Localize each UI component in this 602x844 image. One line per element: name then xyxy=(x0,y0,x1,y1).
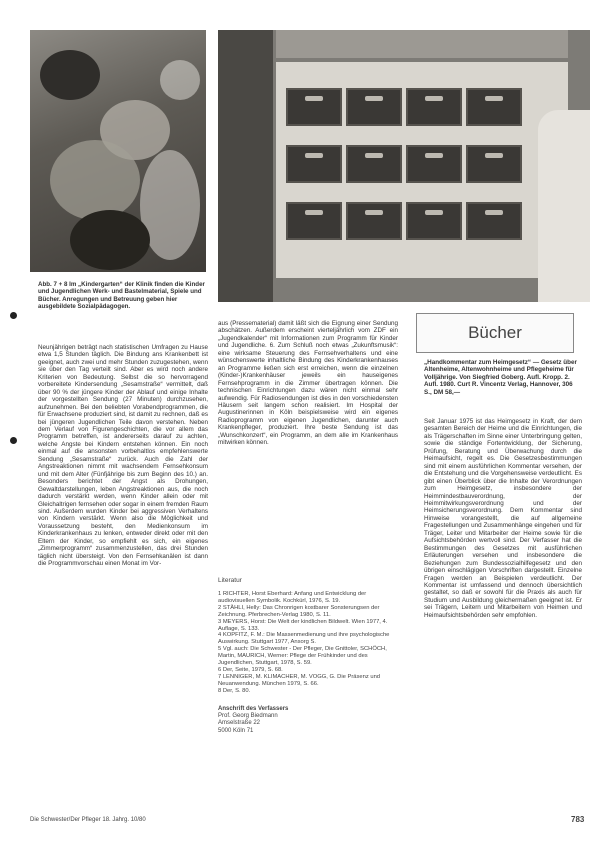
address-line: Amselstraße 22 xyxy=(218,720,261,727)
figure-caption: Abb. 7 + 8 Im „Kindergarten“ der Klinik finden die Kinder und Jugendlichen Werk- und Bastelmaterial, Spiele und Bücher. Anregungen und Betreuung geben hier ausgebildete Sozialpädagogen. xyxy=(38,281,205,311)
book-review-body xyxy=(424,418,582,619)
book-review-text: Seit Januar 1975 ist das Heimgesetz in Kraft, der dem gesamten Bereich der Heime und die Einrichtungen, die als Trägerschaften im Sinne einer Unterbringung gelten, sowie die ständige Fortentwicklung, der Sicherung, Prüfung, Beratung und Überwachung durch die Heimaufsicht, regelt es. Die Gesetzesbestimmungen sind mit einem ausführlichen Kommentar versehen, der die Entstehung und die Vorgehensweise verdeutlicht. Es gibt einen Überblick über die Inhalte der Verordnungen zum Heimgesetz, insbesondere der Heimmindestbauverordnung, der Heimmitwirkungsverordnung und der Heimsicherungsverordnung. Dem Kommentar sind Hinweise vorangestellt, die auf allgemeine Fragestellungen und Zusammenhänge eingehen und für Träger, Leiter und Mitarbeiter der Heime sowie für die Aufsichtsbehörden wertvoll sind. Der Verfasser hat die Bestimmungen des Gesetzes mit ausführlichen Erläuterungen versehen und insbesondere die Beziehungen zum Bundessozialhilfegesetz und den übrigen einschlägigen Vorschriften dargestellt. Einzelne Fragen werden an Beispielen verdeutlicht. Der Kommentar ist umfassend und dennoch übersichtlich gestaltet, so daß er sowohl für die Praxis als auch für Studium und Ausbildung gleichermaßen geeignet ist. Er sei Trägern, Leitern und Mitarbeitern von Heimen und Heimaufsichtsbehörden sehr empfohlen. xyxy=(424,418,582,619)
book-review-heading: „Handkommentar zum Heimgesetz“ — Gesetz über Altenheime, Altenwohnheime und Pflegeheime für Volljährige. Von Siegfried Goberg. Aufl. Kropp. 2. Aufl. 1980. Curt R. Vincentz Verlag, Hannover, 306 S., DM 58,— xyxy=(424,359,577,396)
page-footer: Die Schwester/Der Pfleger 18. Jahrg. 10/80 xyxy=(30,817,146,823)
column-2-text: aus (Pressematerial) damit läßt sich die Eignung einer Sendung abschätzen. Außerdem erscheint vierteljährlich vom ZDF ein „Jugendkalender“ mit Informationen zum Programm für Kinder und Jugendliche. 6. Zum Schluß noch etwas „Zukunftsmusik“: eine wirksame Steuerung des Fernsehverhaltens und eine wünschenswerte inhaltliche Bindung des Kinderkrankenhauses an Programme ließen sich erst erreichen, wenn die einzelnen (Kinder-)Krankenhäuser jeweils ein hauseigenes Fernsehprogramm in die Zimmer übertragen können. Die technischen Einrichtungen dazu wären nicht einmal sehr aufwendig. Für Radiosendungen ist dies in den vorschiedensten Häusern seit langem schon realisiert. Im Hospital der Augustinerinnen in Köln beispielsweise wird ein eigenes Radioprogramm von eigenen Jugendlichen, darunter auch Krankenpfleger, produziert. Ihre beste Sendung ist das „Wunschkonzert“, ein Programm, an dem alle im Krankenhaus mitwirken können. xyxy=(218,320,398,447)
punch-hole xyxy=(10,312,17,319)
literature-item: 7 LENNIGER, M. KLIMACHER, M. VOGG, G. Die Präsenz und Neuanwendung. München 1979, S. 66. xyxy=(218,673,381,687)
photo-children-playroom xyxy=(30,30,206,272)
literature-item: 5 Vgl. auch: Die Schwester - Der Pfleger, Die Gnittoler, SCHÖCH, Martin, MAURICH, Werner: Pflege der Frühkinder und des Jugendlichen, Stuttgart, 1978, S. 59. xyxy=(218,646,387,667)
article-column-1 xyxy=(38,344,208,568)
article-column-2 xyxy=(218,320,398,447)
address-line: 5000 Köln 71 xyxy=(218,727,254,734)
literature-item: 2 STÄHLI, Helly: Das Chronrigen kostbarer Sonsterungsen der Zeichnung. Pferbrechen-Verlag 1980, S. 11. xyxy=(218,604,380,618)
literature-list xyxy=(218,591,398,695)
literature-item: 1 RICHTER, Horst Eberhard: Anfang und Entwicklung der audiovisuellen Symbolik. Kochkürl, 1976, S. 19. xyxy=(218,591,367,604)
punch-hole xyxy=(10,437,17,444)
literature-heading: Literatur xyxy=(218,577,242,584)
literature-item: 6 Der, Seite, 1979, S. 68. xyxy=(218,666,283,673)
author-address xyxy=(218,706,398,735)
address-line: Prof. Georg Biedmann xyxy=(218,713,278,720)
column-1-text: Neunjährigen beträgt nach statistischen Umfragen zu Hause etwa 1,5 Stunden täglich. Die Bindung ans Krankenbett ist geeignet, auch zwei und mehr Stunden zuzugestehen, wenn sie über den Tag verteilt sind. Aber es wird noch andere Kriterien von Bedeutung. Selbst die so hervorragend vorbereitete Kindersendung „Sesamstraße“ vermittelt, daß über 90 % der jüngere Kinder der Ablauf und einige Inhalte der vorgestellten Sendung (27 Minuten) durchzusehen, aufzunehmen. Bei den beliebten Vorabendprogrammen, die für Erwachsene produziert sind, ist damit zu rechnen, daß es bei jüngeren Jugendlichen Teile davon verstehen. Neben dem Verlauf von Figurengeschichten, die vor allem das Programm betreffen, ist andererseits darauf zu achten, welche Angste bei Kindern entstehen können. Ein noch einmal auf die ansonsten vorbehaltlos empfehlenswerte Sendung „Sesamstraße“ zurück. Auch die Zahl der Angstreaktionen nimmt mit wachsendem Fernsehkonsum und mit dem Alter (Fünfjährige bis zum Beginn des 10.) an. Besonders berichtet der Angst als Drohungen, Gewaltdarstellungen, leben Angstreaktionen aus, die noch dadurch verstärkt werden, wenn Kinder allein oder mit Gleichaltrigen fernsehen oder sogar in einem fremden Raum sind. Außerdem wurden Kinder bei aggressiven Verhaltens von Kindern verstärkt. Wenn also die Möglichkeit und Voraussetzung besteht, den Medienkonsum im Kinderkrankenhaus zu lenken, entweder direkt oder mit den Eltern der Kinder, so empfiehlt es sich, ein eigenes „Zimmerprogramm“ zusammenzustellen, das drei Stunden täglich nicht übersteigt. Von den Fernsehkanälen ist dann die Programmvorschau einen Monat im Vor- xyxy=(38,344,208,568)
address-heading: Anschrift des Verfassers xyxy=(218,706,289,712)
photo-toy-shelf xyxy=(218,30,590,302)
books-section-title: Bücher xyxy=(468,323,522,342)
books-section-box xyxy=(416,313,574,353)
literature-item: 4 KOPFITZ, F. M.: Die Massenmedienung und ihre psychologische Auswirkung. Stuttgart 1977, Ansorg S. xyxy=(218,632,390,646)
page-number: 783 xyxy=(571,815,585,824)
literature-item: 8 Der, S. 80. xyxy=(218,687,251,694)
literature-item: 3 MEYERS, Horst: Die Welt der kindlichen Bildwelt. Wien 1977, 4. Auflage, S. 133. xyxy=(218,618,388,632)
